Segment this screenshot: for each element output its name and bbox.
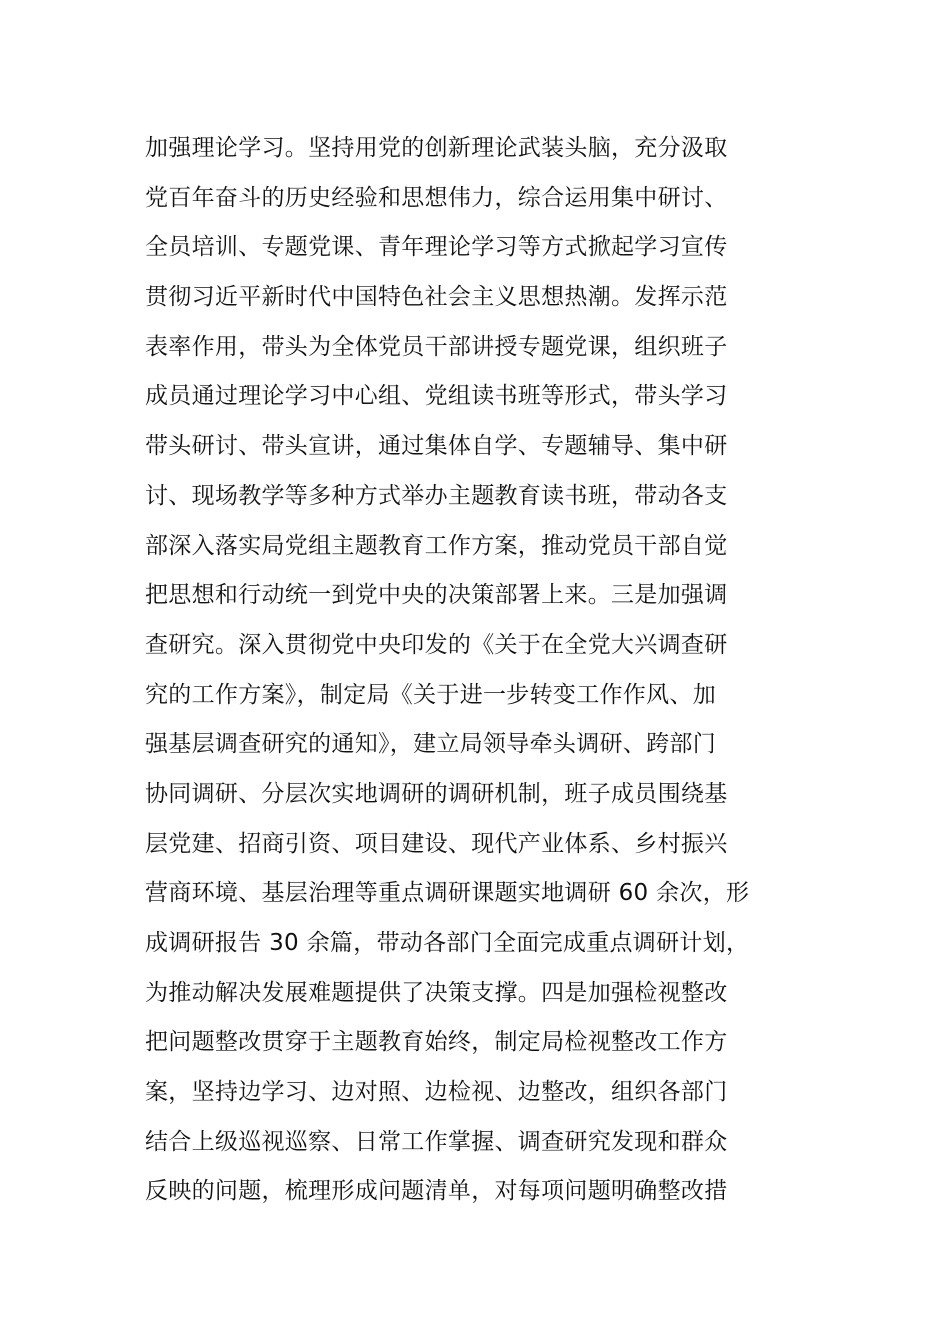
text-line: 为推动解决发展难题提供了决策支撑。四是加强检视整改 (145, 979, 728, 1006)
text-line: 究的工作方案》，制定局《关于进一步转变工作作风、加 (145, 681, 716, 708)
text-line: 成调研报告 30 余篇，带动各部门全面完成重点调研计划， (145, 930, 750, 956)
text-line: 带头研讨、带头宣讲，通过集体自学、专题辅导、集中研 (145, 433, 728, 460)
text-line: 成员通过理论学习中心组、党组读书班等形式，带头学习 (145, 383, 728, 410)
text-line: 讨、现场教学等多种方式举办主题教育读书班，带动各支 (145, 482, 728, 509)
text-line: 党百年奋斗的历史经验和思想伟力，综合运用集中研讨、 (145, 184, 728, 211)
text-line: 表率作用，带头为全体党员干部讲授专题党课，组织班子 (145, 333, 728, 360)
text-line: 查研究。深入贯彻党中央印发的《关于在全党大兴调查研 (145, 631, 728, 658)
text-line: 全员培训、专题党课、青年理论学习等方式掀起学习宣传 (145, 234, 728, 261)
text-line: 把问题整改贯穿于主题教育始终，制定局检视整改工作方 (145, 1029, 728, 1056)
text-line: 层党建、招商引资、项目建设、现代产业体系、乡村振兴 (145, 830, 728, 857)
text-line: 结合上级巡视巡察、日常工作掌握、调查研究发现和群众 (145, 1128, 728, 1155)
text-line: 贯彻习近平新时代中国特色社会主义思想热潮。发挥示范 (145, 284, 728, 311)
text-line: 营商环境、基层治理等重点调研课题实地调研 60 余次，形 (145, 880, 750, 907)
text-line: 加强理论学习。坚持用党的创新理论武装头脑，充分汲取 (145, 135, 728, 161)
text-line: 强基层调查研究的通知》，建立局领导牵头调研、跨部门 (145, 731, 716, 758)
text-line: 部深入落实局党组主题教育工作方案，推动党员干部自觉 (145, 532, 728, 559)
text-line: 协同调研、分层次实地调研的调研机制，班子成员围绕基 (145, 780, 728, 807)
text-line: 案，坚持边学习、边对照、边检视、边整改，组织各部门 (145, 1079, 728, 1106)
body-text (145, 124, 810, 1217)
text-line: 反映的问题，梳理形成问题清单，对每项问题明确整改措 (145, 1178, 728, 1205)
text-line: 把思想和行动统一到党中央的决策部署上来。三是加强调 (145, 582, 728, 609)
